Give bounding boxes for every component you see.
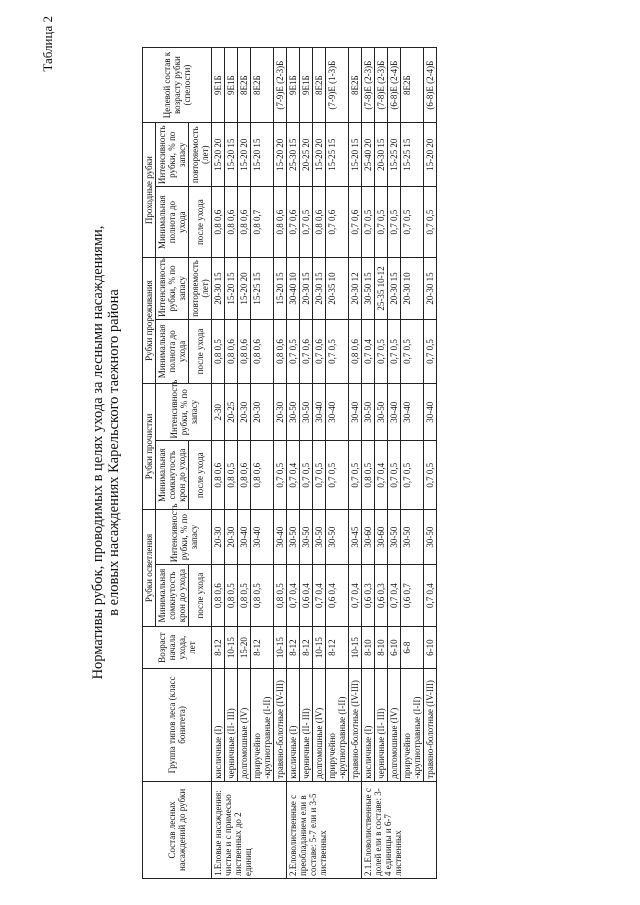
value-cell-td: 0,8 0,6 [251, 319, 274, 383]
value-cell-td: 0,8 0,6 [349, 319, 362, 383]
header-target: Целевой состав к возрасту рубки (спелости) [143, 48, 212, 123]
value-cell-pi: 20-25 [225, 383, 238, 440]
value-cell-pi2: 25-30 15 [287, 123, 300, 187]
header-after-care-4: после ухода [189, 187, 212, 258]
table-row [401, 48, 424, 879]
value-cell-oc: 0,6 0,7 [401, 565, 424, 627]
value-cell-pc: 0,8 0,5 [225, 441, 238, 510]
value-cell-target: 8Е2Б [349, 48, 362, 123]
value-cell-td: 0,7 0,6 [300, 319, 313, 383]
forest-type-cell: травяно-болотные (IV-III) [424, 669, 437, 782]
value-cell-oi: 30-50 [326, 509, 349, 564]
value-cell-target: 8Е2Б [401, 48, 424, 123]
value-cell-td: 0,7 0,5 [424, 319, 437, 383]
table-row [212, 48, 225, 879]
value-cell-pd: 0,8 0,6 [212, 187, 225, 258]
value-cell-target: (7-9)Е (2-3)Б [274, 48, 287, 123]
value-cell-ti: 20-30 15 [212, 258, 225, 320]
value-cell-td: 0,7 0,5 [326, 319, 349, 383]
value-cell-oi: 30-40 [251, 509, 274, 564]
age-cell: 8-12 [326, 627, 349, 669]
value-cell-pi: 20-30 [251, 383, 274, 440]
value-cell-target: 9Е1Б [212, 48, 225, 123]
table-row [424, 48, 437, 879]
value-cell-pd: 0,8 0,6 [225, 187, 238, 258]
value-cell-oc: 0,8 0,6 [212, 565, 225, 627]
value-cell-pi2: 15-25 15 [401, 123, 424, 187]
value-cell-pc: 0,7 0,4 [287, 441, 300, 510]
header-after-care-3: после ухода [189, 319, 212, 383]
value-cell-pc: 0,7 0,5 [274, 441, 287, 510]
value-cell-pi2: 20-25 20 [300, 123, 313, 187]
age-cell: 10-15 [225, 627, 238, 669]
title-line-2: в еловых насаждениях Карельского таежного района [106, 289, 122, 616]
value-cell-pc: 0,7 0,5 [300, 441, 313, 510]
value-cell-ti: 20-30 15 [313, 258, 326, 320]
table-body [212, 48, 437, 879]
value-cell-pd: 0,8 0,6 [313, 187, 326, 258]
value-cell-pc: 0,8 0,6 [251, 441, 274, 510]
group-name-cell: 2.1.Еловолиственные с долей ели в составе: 3-4 единицы и 6-7 лиственных [362, 781, 437, 878]
value-cell-td: 0,8 0,6 [225, 319, 238, 383]
header-age: Возраст начала ухода, лет [143, 627, 212, 669]
value-cell-td: 0,8 0,6 [274, 319, 287, 383]
norms-table [142, 47, 437, 879]
value-cell-pc: 0,8 0,6 [238, 441, 251, 510]
value-cell-oc: 0,7 0,4 [349, 565, 362, 627]
value-cell-oc: 0,8 0,5 [238, 565, 251, 627]
value-cell-pi2: 15-20 15 [349, 123, 362, 187]
value-cell-td: 0,7 0,5 [287, 319, 300, 383]
value-cell-oi: 20-30 [212, 509, 225, 564]
value-cell-pi2: 15-20 20 [212, 123, 225, 187]
value-cell-pc: 0,8 0,5 [362, 441, 375, 510]
value-cell-target: (7-9)Е (1-3)Б [326, 48, 349, 123]
age-cell: 8-10 [375, 627, 388, 669]
value-cell-pd: 0,7 0,5 [388, 187, 401, 258]
table-number: Таблица 2 [40, 16, 55, 72]
age-cell: 15-20 [238, 627, 251, 669]
value-cell-pd: 0,7 0,6 [349, 187, 362, 258]
value-cell-ti: 20-30 10 [401, 258, 424, 320]
value-cell-td: 0,7 0,6 [313, 319, 326, 383]
value-cell-pc: 0,7 0,4 [375, 441, 388, 510]
value-cell-oc: 0,7 0,4 [424, 565, 437, 627]
header-forest-type: Группа типов леса (класс бонитета) [143, 669, 212, 782]
value-cell-td: 0,8 0,5 [212, 319, 225, 383]
value-cell-pd: 0,7 0,6 [326, 187, 349, 258]
header-min-density-2: Минимальная полнота до ухода [156, 187, 189, 258]
group-name-cell: 2.Еловолиственные с преобладанием ели в составе: 5-7 ели и 3-5 лиственных [287, 781, 362, 878]
header-clarification: Рубки осветления [143, 509, 156, 626]
value-cell-pi: 30-50 [375, 383, 388, 440]
header-passing: Проходные рубки [143, 123, 156, 258]
table-row [274, 48, 287, 879]
value-cell-pd: 0,7 0,6 [287, 187, 300, 258]
table-row [225, 48, 238, 879]
age-cell: 8-12 [300, 627, 313, 669]
header-after-care-1: после ухода [189, 565, 212, 627]
forest-type-cell: травяно-болотные (IV-III) [274, 669, 287, 782]
value-cell-pd: 0,7 0,5 [362, 187, 375, 258]
header-intensity-2: Интенсивность рубки, % по запасу [156, 383, 212, 440]
value-cell-pc: 0,7 0,5 [424, 441, 437, 510]
forest-type-cell: долгомошные (IV) [313, 669, 326, 782]
table-row [238, 48, 251, 879]
value-cell-target: 8Е2Б [251, 48, 274, 123]
value-cell-pd: 0,7 0,5 [401, 187, 424, 258]
value-cell-target: (6-8)Е (2-4)Б [388, 48, 401, 123]
forest-type-cell: приручейно -крупнотравные (I-II) [401, 669, 424, 782]
header-cleaning: Рубки прочистки [143, 383, 156, 509]
header-intensity-4: Интенсивность рубки, % по запасу [156, 123, 189, 187]
header-composition: Состав лесных насаждений до рубки [143, 781, 212, 878]
value-cell-oc: 0,8 0,5 [274, 565, 287, 627]
value-cell-td: 0,7 0,5 [401, 319, 424, 383]
value-cell-oc: 0,7 0,4 [313, 565, 326, 627]
value-cell-oc: 0,8 0,5 [251, 565, 274, 627]
age-cell: 8-10 [362, 627, 375, 669]
value-cell-pi2: 25-40 20 [362, 123, 375, 187]
value-cell-pi: 2-30 [212, 383, 225, 440]
value-cell-pi2: 15-20 20 [313, 123, 326, 187]
value-cell-oi: 30-50 [287, 509, 300, 564]
value-cell-pi: 30-50 [362, 383, 375, 440]
value-cell-pd: 0,8 0,6 [238, 187, 251, 258]
header-after-care-2: после ухода [189, 441, 212, 510]
value-cell-oi: 30-50 [313, 509, 326, 564]
value-cell-target: 9Е1Б [225, 48, 238, 123]
value-cell-ti: 20-30 15 [388, 258, 401, 320]
value-cell-oi: 30-50 [401, 509, 424, 564]
value-cell-target: 9Е1Б [287, 48, 300, 123]
age-cell: 8-12 [251, 627, 274, 669]
value-cell-pc: 0,7 0,5 [349, 441, 362, 510]
value-cell-pi: 30-40 [313, 383, 326, 440]
header-thinning: Рубки прореживания [143, 258, 156, 384]
table-row [375, 48, 388, 879]
value-cell-oc: 0,8 0,5 [225, 565, 238, 627]
value-cell-ti: 15-25 15 [251, 258, 274, 320]
header-intensity-3: Интенсивность рубки, % по запасу [156, 258, 189, 320]
header-intensity-1: Интенсивность рубки, % по запасу [156, 509, 212, 564]
forest-type-cell: долгомошные (IV) [238, 669, 251, 782]
value-cell-oc: 0,7 0,4 [287, 565, 300, 627]
age-cell: 8-12 [287, 627, 300, 669]
value-cell-oc: 0,7 0,4 [388, 565, 401, 627]
value-cell-oi: 20-30 [225, 509, 238, 564]
table-row [251, 48, 274, 879]
value-cell-pi2: 15-20 15 [225, 123, 238, 187]
value-cell-pi2: 15-20 15 [251, 123, 274, 187]
age-cell: 8-12 [212, 627, 225, 669]
forest-type-cell: кисличные (I) [212, 669, 225, 782]
table-row [388, 48, 401, 879]
forest-type-cell: кисличные (I) [287, 669, 300, 782]
value-cell-pd: 0,7 0,5 [300, 187, 313, 258]
value-cell-pi: 30-40 [424, 383, 437, 440]
value-cell-ti: 15-20 15 [225, 258, 238, 320]
value-cell-ti: 20-30 12 [349, 258, 362, 320]
value-cell-target: 9Е1Б [300, 48, 313, 123]
age-cell: 6-10 [388, 627, 401, 669]
forest-type-cell: кисличные (I) [362, 669, 375, 782]
group-name-cell: 1.Еловые насаждения: чистые и с примесью лиственных до 2 единиц [212, 781, 287, 878]
value-cell-pi: 20-30 [274, 383, 287, 440]
forest-type-cell: черничные (II- III) [300, 669, 313, 782]
value-cell-pi2: 15-20 20 [238, 123, 251, 187]
header-min-crown-2: Минимальная сомкнутость крон до ухода [156, 441, 189, 510]
forest-type-cell: долгомошные (IV) [388, 669, 401, 782]
value-cell-oi: 30-60 [362, 509, 375, 564]
forest-type-cell: приручейно -крупнотравные (I-II) [326, 669, 349, 782]
value-cell-pi: 30-40 [349, 383, 362, 440]
value-cell-target: 8Е2Б [238, 48, 251, 123]
value-cell-oi: 30-60 [375, 509, 388, 564]
value-cell-pi: 30-50 [300, 383, 313, 440]
value-cell-pc: 0,7 0,5 [401, 441, 424, 510]
value-cell-oc: 0,6 0,4 [326, 565, 349, 627]
value-cell-ti: 30-40 10 [287, 258, 300, 320]
value-cell-oi: 30-40 [238, 509, 251, 564]
value-cell-oc: 0,6 0,3 [362, 565, 375, 627]
value-cell-pd: 0,8 0,6 [274, 187, 287, 258]
value-cell-td: 0,7 0,5 [388, 319, 401, 383]
forest-type-cell: травяно-болотные (IV-III) [349, 669, 362, 782]
forest-type-cell: черничные (II- III) [375, 669, 388, 782]
value-cell-target: 8Е2Б [313, 48, 326, 123]
value-cell-pc: 0,7 0,5 [313, 441, 326, 510]
value-cell-ti: 15-20 15 [274, 258, 287, 320]
value-cell-pd: 0,7 0,5 [375, 187, 388, 258]
value-cell-oi: 30-40 [274, 509, 287, 564]
value-cell-oc: 0,6 0,4 [300, 565, 313, 627]
value-cell-ti: 30-50 15 [362, 258, 375, 320]
age-cell: 10-15 [274, 627, 287, 669]
header-min-crown-1: Минимальная сомкнутость крон до ухода [156, 565, 189, 627]
value-cell-ti: 20-35 10 [326, 258, 349, 320]
value-cell-td: 0,8 0,6 [238, 319, 251, 383]
header-repeat-2: повторяемость (лет) [189, 123, 212, 187]
header-repeat-1: повторяемость (лет) [189, 258, 212, 320]
value-cell-ti: 25-35 10-12 [375, 258, 388, 320]
forest-type-cell: приручейно -крупнотравные (I-II) [251, 669, 274, 782]
value-cell-oi: 30-50 [300, 509, 313, 564]
value-cell-pi2: 15-20 20 [274, 123, 287, 187]
value-cell-pd: 0,8 0,7 [251, 187, 274, 258]
value-cell-ti: 20-30 15 [424, 258, 437, 320]
value-cell-oi: 30-50 [424, 509, 437, 564]
value-cell-pc: 0,7 0,5 [388, 441, 401, 510]
value-cell-pi2: 15-20 20 [424, 123, 437, 187]
value-cell-ti: 20-30 15 [300, 258, 313, 320]
value-cell-pi2: 20-30 15 [375, 123, 388, 187]
title-line-1: Нормативы рубок, проводимых в целях ухода за лесными насаждениями, [90, 225, 106, 680]
value-cell-pi: 30-40 [326, 383, 349, 440]
value-cell-oi: 30-50 [388, 509, 401, 564]
value-cell-target: (7-8)Е (2-3)Б [375, 48, 388, 123]
value-cell-pd: 0,7 0,5 [424, 187, 437, 258]
table-row [362, 48, 375, 879]
value-cell-pi: 30-40 [388, 383, 401, 440]
age-cell: 10-15 [349, 627, 362, 669]
value-cell-pc: 0,7 0,5 [326, 441, 349, 510]
value-cell-target: (6-8)Е (2-4)Б [424, 48, 437, 123]
value-cell-target: (7-8)Е (2-3)Б [362, 48, 375, 123]
table-row [349, 48, 362, 879]
table-row [287, 48, 300, 879]
header-min-density-1: Минимальная полнота до ухода [156, 319, 189, 383]
age-cell: 6-8 [401, 627, 424, 669]
value-cell-td: 0,7 0,4 [362, 319, 375, 383]
table-row [313, 48, 326, 879]
value-cell-pi: 30-50 [287, 383, 300, 440]
value-cell-pi: 30-40 [401, 383, 424, 440]
value-cell-pi2: 15-25 20 [388, 123, 401, 187]
value-cell-pi: 20-30 [238, 383, 251, 440]
value-cell-oi: 30-45 [349, 509, 362, 564]
table-row [326, 48, 349, 879]
age-cell: 10-15 [313, 627, 326, 669]
value-cell-td: 0,7 0,5 [375, 319, 388, 383]
value-cell-ti: 15-20 20 [238, 258, 251, 320]
forest-type-cell: черничные (II- III) [225, 669, 238, 782]
age-cell: 6-10 [424, 627, 437, 669]
value-cell-pc: 0,8 0,6 [212, 441, 225, 510]
value-cell-oc: 0,6 0,3 [375, 565, 388, 627]
value-cell-pi2: 15-25 15 [326, 123, 349, 187]
table-row [300, 48, 313, 879]
